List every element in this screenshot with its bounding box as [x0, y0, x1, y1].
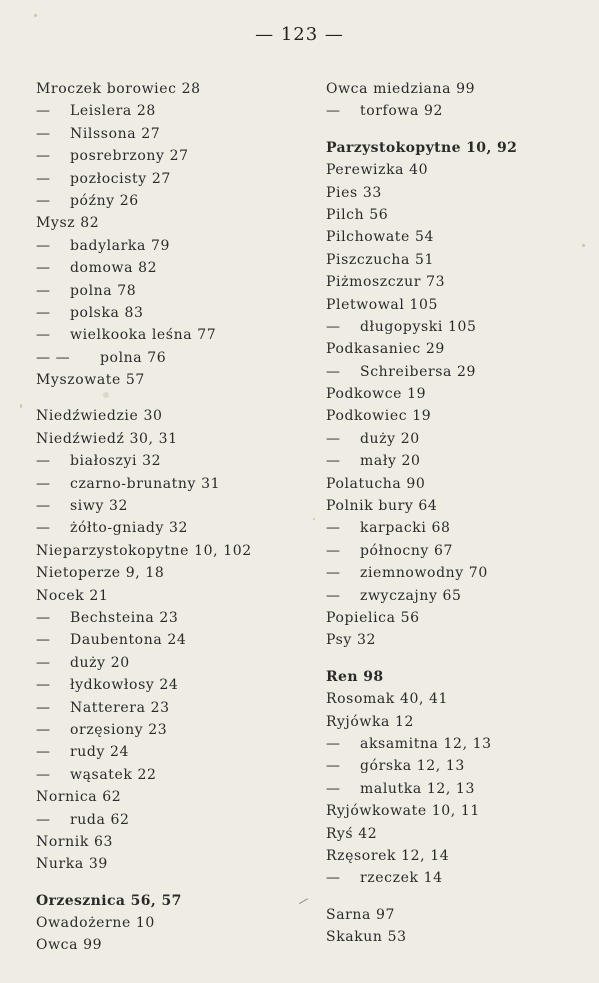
entry-text: Pilch 56: [326, 206, 389, 223]
entry-dash: —: [326, 870, 341, 887]
entry-dash: —: [36, 498, 51, 515]
entry-dash: —: [36, 609, 51, 626]
entry-text: duży 20: [360, 430, 420, 447]
entry-dash: — —: [36, 349, 71, 366]
index-entry: [326, 666, 586, 688]
entry-dash: —: [326, 363, 341, 380]
entry-text: Bechsteina 23: [70, 609, 179, 626]
entry-text: ziemnowodny 70: [360, 565, 488, 582]
entry-dash: —: [36, 192, 51, 209]
index-entry: [36, 369, 296, 391]
index-entry: [326, 540, 586, 562]
index-entry: [326, 473, 586, 495]
index-entry: [326, 428, 586, 450]
entry-text: długopyski 105: [360, 318, 477, 335]
entry-text: Pilchowate 54: [326, 229, 434, 246]
entry-text: Skakun 53: [326, 929, 407, 946]
entry-dash: —: [36, 453, 51, 470]
index-entry: [36, 629, 296, 651]
index-entry: [36, 450, 296, 472]
entry-text: ruda 62: [70, 811, 130, 828]
index-entry: [36, 257, 296, 279]
index-entry: [326, 904, 586, 926]
index-entry: [326, 800, 586, 822]
paper-speck: [313, 518, 315, 520]
index-entry: [326, 100, 586, 122]
entry-text: Podkasaniec 29: [326, 341, 445, 358]
index-entry: [326, 562, 586, 584]
entry-text: żółto-gniady 32: [70, 520, 189, 537]
index-entry: [326, 733, 586, 755]
entry-text: Myszowate 57: [36, 372, 145, 389]
index-entry: [36, 912, 296, 934]
entry-text: Nornik 63: [36, 833, 114, 850]
entry-dash: —: [36, 811, 51, 828]
entry-text: duży 20: [70, 654, 130, 671]
index-entry: [36, 719, 296, 741]
entry-text: Owca miedziana 99: [326, 81, 476, 97]
index-entry: [36, 697, 296, 719]
entry-dash: —: [36, 260, 51, 277]
index-entry: [36, 786, 296, 808]
entry-text: torfowa 92: [360, 103, 443, 120]
index-entry: [36, 607, 296, 629]
entry-dash: —: [326, 318, 341, 335]
entry-text: Niedźwiedź 30, 31: [36, 430, 178, 447]
entry-text: Parzystokopytne 10, 92: [326, 139, 518, 156]
index-entry: [326, 249, 586, 271]
index-entry: [326, 926, 586, 948]
entry-text: polna 78: [70, 282, 137, 299]
entry-text: domowa 82: [70, 260, 158, 277]
entry-dash: —: [36, 699, 51, 716]
index-entry: [326, 137, 586, 159]
entry-text: Perewizka 40: [326, 162, 429, 179]
entry-text: Natterera 23: [70, 699, 170, 716]
entry-text: Nornica 62: [36, 789, 122, 806]
entry-dash: —: [36, 304, 51, 321]
page-number: — 123 —: [255, 24, 344, 45]
paper-speck: [20, 404, 22, 408]
entry-text: Daubentona 24: [70, 632, 187, 649]
index-entry: [326, 338, 586, 360]
entry-text: Piszczucha 51: [326, 251, 434, 268]
entry-text: badylarka 79: [70, 237, 170, 254]
entry-text: karpacki 68: [360, 520, 451, 537]
entry-text: Owadożerne 10: [36, 915, 155, 932]
index-entry: [326, 182, 586, 204]
index-entry: [36, 809, 296, 831]
entry-dash: —: [36, 170, 51, 187]
index-entry: [36, 168, 296, 190]
entry-text: Nieparzystokopytne 10, 102: [36, 542, 252, 559]
entry-dash: —: [326, 453, 341, 470]
entry-dash: —: [36, 766, 51, 783]
entry-dash: —: [326, 780, 341, 797]
index-entry: [36, 123, 296, 145]
index-entry: [36, 78, 296, 100]
entry-text: Polatucha 90: [326, 475, 426, 492]
index-entry: [326, 711, 586, 733]
index-entry: [36, 302, 296, 324]
index-entry: [326, 204, 586, 226]
entry-text: łydkowłosy 24: [70, 677, 179, 694]
entry-text: Niedźwiedzie 30: [36, 408, 163, 425]
index-entry: [36, 674, 296, 696]
index-entry: [36, 853, 296, 875]
entry-dash: —: [36, 125, 51, 142]
index-entry: [36, 540, 296, 562]
index-entry: [326, 226, 586, 248]
index-entry: [36, 347, 296, 369]
index-entry: [326, 271, 586, 293]
index-entry: [326, 316, 586, 338]
index-column-left: [36, 78, 296, 957]
entry-text: orzęsiony 23: [70, 721, 168, 738]
entry-dash: —: [326, 103, 341, 120]
entry-text: polna 76: [100, 349, 167, 366]
entry-text: Ryjówka 12: [326, 713, 415, 730]
index-entry: [36, 764, 296, 786]
entry-text: pozłocisty 27: [70, 170, 171, 187]
index-entry: [326, 607, 586, 629]
entry-dash: —: [36, 148, 51, 165]
index-entry: [326, 294, 586, 316]
index-entry: [36, 145, 296, 167]
index-entry: [326, 845, 586, 867]
entry-dash: —: [36, 282, 51, 299]
entry-text: Nurka 39: [36, 856, 108, 873]
entry-text: Sarna 97: [326, 906, 396, 923]
entry-dash: —: [326, 565, 341, 582]
index-entry: [326, 823, 586, 845]
entry-text: Owca 99: [36, 937, 103, 954]
entry-text: Polnik bury 64: [326, 498, 438, 515]
entry-text: Pies 33: [326, 184, 382, 201]
entry-dash: —: [326, 735, 341, 752]
index-entry: [36, 324, 296, 346]
entry-text: północny 67: [360, 542, 454, 559]
entry-dash: —: [36, 744, 51, 761]
index-entry: [36, 280, 296, 302]
entry-text: polska 83: [70, 304, 144, 321]
index-entry: [36, 562, 296, 584]
entry-text: Nilssona 27: [70, 125, 161, 142]
entry-dash: —: [36, 721, 51, 738]
entry-text: Ryś 42: [326, 825, 378, 842]
index-entry: [326, 450, 586, 472]
index-entry: [326, 159, 586, 181]
entry-text: Nietoperze 9, 18: [36, 565, 165, 582]
index-entry: [36, 100, 296, 122]
index-entry: [326, 78, 586, 100]
index-entry: [36, 190, 296, 212]
entry-dash: —: [326, 542, 341, 559]
entry-text: wielkooka leśna 77: [70, 327, 217, 344]
index-entry: [326, 688, 586, 710]
entry-text: Ren 98: [326, 668, 384, 685]
paper-speck: [103, 392, 109, 398]
entry-text: późny 26: [70, 192, 139, 209]
index-entry: [326, 383, 586, 405]
entry-text: Orzesznica 56, 57: [36, 892, 182, 909]
paper-speck: [299, 898, 313, 913]
entry-dash: —: [36, 520, 51, 537]
index-entry: [36, 495, 296, 517]
paper-speck: [34, 14, 37, 17]
index-entry: [36, 517, 296, 539]
entry-dash: —: [326, 758, 341, 775]
entry-text: rzeczek 14: [360, 870, 443, 887]
entry-text: malutka 12, 13: [360, 780, 475, 797]
entry-text: Schreibersa 29: [360, 363, 477, 380]
entry-text: posrebrzony 27: [70, 148, 189, 165]
entry-text: Mysz 82: [36, 215, 100, 232]
entry-text: aksamitna 12, 13: [360, 735, 492, 752]
entry-text: białoszyi 32: [70, 453, 162, 470]
index-entry: [326, 755, 586, 777]
entry-dash: —: [36, 654, 51, 671]
entry-dash: —: [36, 237, 51, 254]
entry-text: Rosomak 40, 41: [326, 691, 449, 708]
index-entry: [36, 235, 296, 257]
entry-dash: —: [326, 587, 341, 604]
index-entry: [36, 405, 296, 427]
entry-dash: —: [36, 677, 51, 694]
entry-dash: —: [36, 103, 51, 120]
index-entry: [36, 934, 296, 956]
entry-text: zwyczajny 65: [360, 587, 462, 604]
entry-text: rudy 24: [70, 744, 130, 761]
index-entry: [36, 585, 296, 607]
entry-text: górska 12, 13: [360, 758, 465, 775]
index-entry: [36, 831, 296, 853]
entry-text: mały 20: [360, 453, 421, 470]
entry-text: Psy 32: [326, 632, 377, 649]
entry-dash: —: [36, 475, 51, 492]
index-column-right: [326, 78, 586, 948]
entry-dash: —: [36, 327, 51, 344]
entry-text: Nocek 21: [36, 587, 109, 604]
paper-speck: [582, 244, 585, 247]
entry-text: Ryjówkowate 10, 11: [326, 803, 480, 820]
entry-text: Popielica 56: [326, 609, 420, 626]
index-entry: [326, 495, 586, 517]
entry-text: Podkowce 19: [326, 386, 427, 403]
index-entry: [326, 629, 586, 651]
entry-dash: —: [326, 430, 341, 447]
index-entry: [36, 212, 296, 234]
index-entry: [36, 652, 296, 674]
index-entry: [326, 867, 586, 889]
entry-text: Piżmoszczur 73: [326, 274, 446, 291]
index-entry: [326, 517, 586, 539]
entry-dash: —: [36, 632, 51, 649]
index-entry: [36, 473, 296, 495]
index-entry: [326, 585, 586, 607]
entry-text: Mroczek borowiec 28: [36, 81, 201, 97]
entry-text: czarno-brunatny 31: [70, 475, 221, 492]
entry-text: Podkowiec 19: [326, 408, 432, 425]
index-entry: [326, 778, 586, 800]
entry-dash: —: [326, 520, 341, 537]
index-entry: [36, 741, 296, 763]
entry-text: wąsatek 22: [70, 766, 157, 783]
entry-text: Leislera 28: [70, 103, 156, 120]
entry-text: Pletwowal 105: [326, 296, 439, 313]
index-entry: [326, 405, 586, 427]
index-entry: [36, 428, 296, 450]
entry-text: Rzęsorek 12, 14: [326, 847, 450, 864]
entry-text: siwy 32: [70, 498, 129, 515]
index-entry: [36, 890, 296, 912]
index-entry: [326, 361, 586, 383]
